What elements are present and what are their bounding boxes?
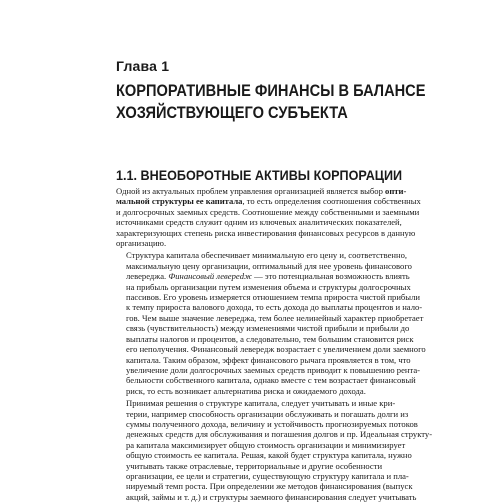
paragraph — [116, 398, 433, 502]
text-line: организацию. — [116, 238, 167, 249]
text-line: Принимая решения о структуре капитала, следует учитывать и иные кри- — [126, 398, 396, 409]
section-heading: 1.1. ВНЕОБОРОТНЫЕ АКТИВЫ КОРПОРАЦИИ — [116, 167, 403, 183]
text-line: на прибыль организации путем изменения объема и структуры долгосрочных — [126, 281, 411, 292]
text-line: общую стоимость ее капитала. Решая, какой будет структура капитала, нужно — [126, 450, 412, 461]
text-line: связь (чувствительность) между изменениями чистой прибыли и прибыли до — [126, 323, 410, 334]
text-line: пассивов. Его уровень измеряется отношением темпа прироста чистой прибыли — [126, 292, 420, 303]
chapter-title-line: КОРПОРАТИВНЫЕ ФИНАНСЫ В БАЛАНСЕ — [116, 81, 426, 100]
text-line: характеризующих степень риска инвестирования финансовых ресурсов в данную — [116, 227, 416, 238]
text-line: увеличение доли долгосрочных заемных средств приводит к повышению рента- — [126, 364, 421, 375]
text-line: учитывать также отраслевые, территориальные и другие особенности — [126, 460, 383, 471]
text-line: источниками средств служит одним из ключевых аналитических показателей, — [116, 217, 402, 228]
text-line: организации, ее цели и стратегии, существующую структуру капитала и пла- — [126, 470, 409, 481]
text-line: терии, например способность организации обслуживать и погашать долги из — [126, 408, 409, 419]
text-line: Структура капитала обеспечивает минимальную его цену и, соответственно, — [126, 250, 408, 261]
chapter-title — [116, 80, 426, 124]
body-text — [116, 186, 433, 504]
text-line: нируемый темп роста. При определении же методов финансирования (выпуск — [126, 481, 413, 492]
text-line: денежных средств для обслуживания и погашения долгов и пр. Идеальная структу- — [126, 429, 433, 440]
text-line: мальной структуры ее капитала, то есть определения соотношения собственных — [116, 196, 421, 207]
chapter-label: Глава 1 — [116, 58, 170, 74]
text-line: ра капитала максимизирует общую стоимость организации и минимизирует — [126, 439, 406, 450]
text-line: капитала. Таким образом, эффект финансового рычага проявляется в том, что — [126, 354, 411, 365]
text-line: гов. Чем выше значение левереджа, тем более нелинейный характер приобретает — [126, 312, 424, 323]
text-line: бельности собственного капитала, однако вместе с тем возрастает финансовый — [126, 375, 416, 386]
chapter-title-line: ХОЗЯЙСТВУЮЩЕГО СУБЪЕКТА — [116, 103, 348, 122]
text-line: акций, займы и т. д.) и структуры заемного финансирования следует учитывать — [126, 491, 417, 502]
text-line: Одной из актуальных проблем управления организацией является выбор опти- — [116, 186, 407, 196]
text-line: и долгосрочных заемных средств. Соотношение между собственными и заемными — [116, 206, 420, 217]
paragraph — [116, 250, 426, 396]
text-line: его неполучения. Финансовый левередж возрастает с увеличением доли заемного — [126, 344, 426, 355]
paragraph — [116, 186, 421, 249]
text-line: левереджа. Финансовый леверedж — это потенциальная возможность влиять — [126, 271, 410, 282]
text-line: максимальную цену организации, оптимальный для нее уровень финансового — [126, 260, 412, 271]
text-line: выплаты налогов и процентов, а следовательно, тем большим становится риск — [126, 333, 414, 344]
text-line: суммы полученного дохода, величину и устойчивость прогнозируемых потоков — [126, 418, 418, 429]
text-line: риск, то есть возникает альтернатива риска и ожидаемого дохода. — [126, 385, 366, 396]
text-line: к темпу прироста валового дохода, то есть дохода до выплаты процентов и нало- — [126, 302, 423, 313]
